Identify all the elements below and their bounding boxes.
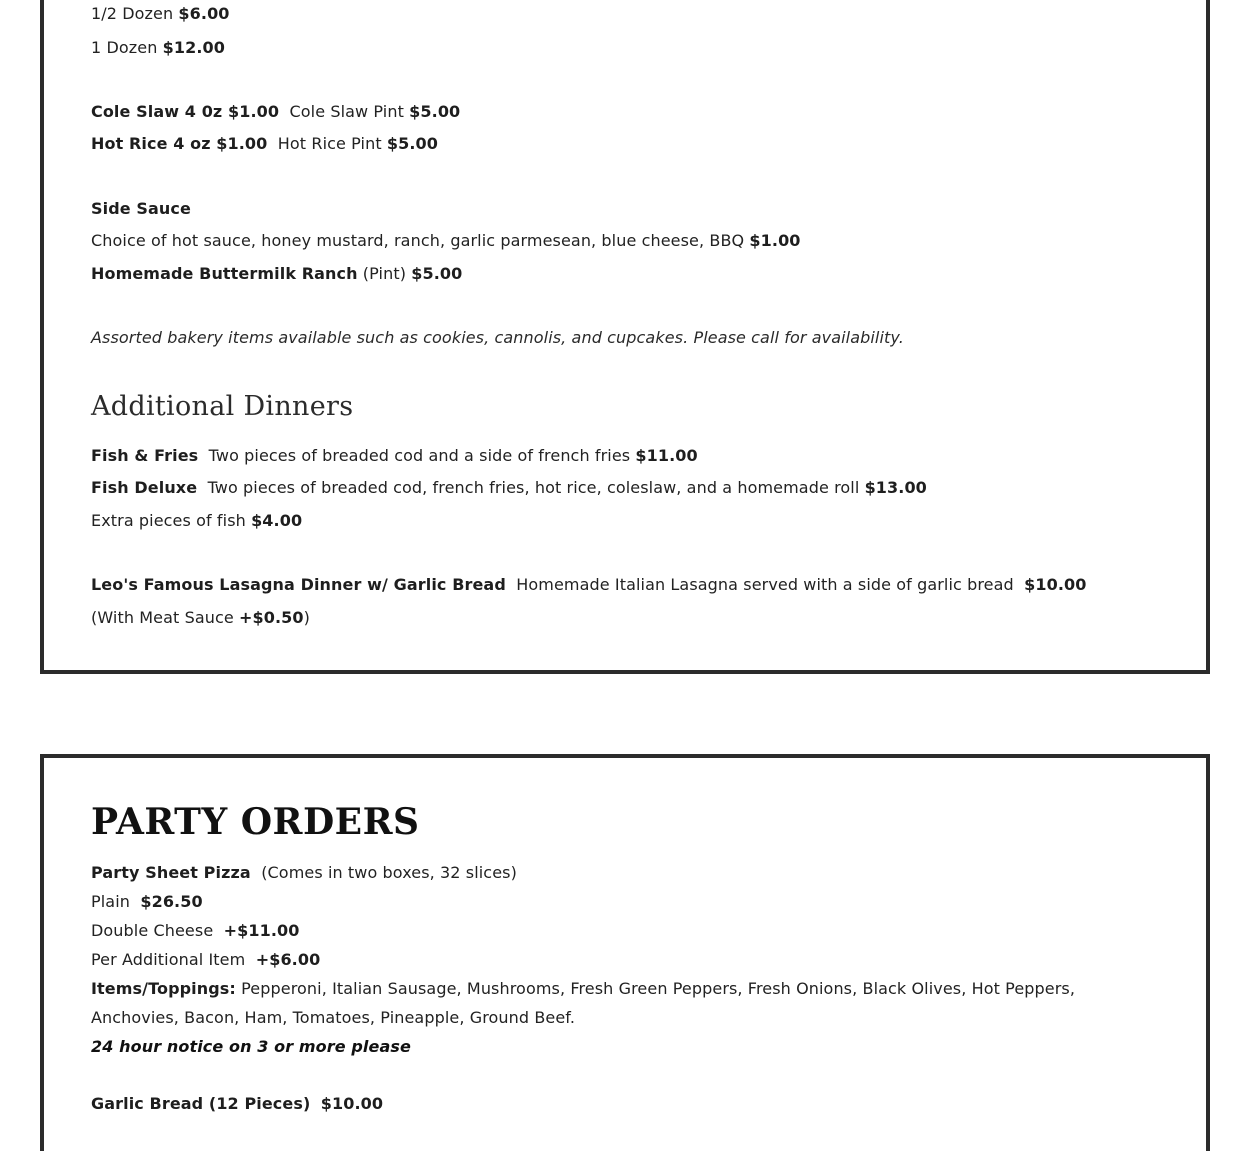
plain-row: Plain $26.50: [91, 892, 203, 911]
fish-deluxe-row: Fish Deluxe Two pieces of breaded cod, french fries, hot rice, coleslaw, and a homemade roll $13.00: [91, 478, 927, 497]
bakery-note: Assorted bakery items available such as cookies, cannolis, and cupcakes. Please call for availability.: [91, 328, 904, 347]
additional-dinners-heading: Additional Dinners: [91, 391, 354, 422]
meat-sauce-price: +$0.50: [239, 608, 304, 627]
hot-rice-small: Hot Rice 4 oz $1.00: [91, 134, 268, 153]
half-dozen-row: 1/2 Dozen $6.00: [91, 4, 230, 23]
additional-item-row: Per Additional Item +$6.00: [91, 950, 321, 969]
toppings-label: Items/Toppings:: [91, 979, 236, 998]
one-dozen-row: 1 Dozen $12.00: [91, 38, 225, 57]
hot-rice-row: Hot Rice 4 oz $1.00 Hot Rice Pint $5.00: [91, 134, 439, 153]
double-cheese-price: +$11.00: [223, 921, 300, 940]
side-sauce-price: $1.00: [749, 231, 801, 250]
hot-rice-pint-price: $5.00: [386, 134, 439, 153]
plain-price: $26.50: [140, 892, 203, 911]
ranch-price: $5.00: [411, 264, 463, 283]
notice-text: 24 hour notice on 3 or more please: [91, 1037, 411, 1056]
toppings-row-continued: Anchovies, Bacon, Ham, Tomatoes, Pineapple, Ground Beef.: [91, 1008, 576, 1027]
lasagna-price: $10.00: [1024, 575, 1087, 594]
fish-fries-row: Fish & Fries Two pieces of breaded cod and a side of french fries $11.00: [91, 446, 698, 465]
lasagna-row: Leo's Famous Lasagna Dinner w/ Garlic Bread Homemade Italian Lasagna served with a side of garlic bread $10.00: [91, 575, 1087, 594]
cole-slaw-pint-price: $5.00: [409, 102, 461, 121]
one-dozen-price: $12.00: [162, 38, 225, 57]
extra-fish-row: Extra pieces of fish $4.00: [91, 511, 303, 530]
fish-deluxe-name: Fish Deluxe: [91, 478, 198, 497]
party-orders-heading: PARTY ORDERS: [91, 801, 420, 843]
menu-section-party-orders: [40, 754, 1210, 1151]
ranch-row: Homemade Buttermilk Ranch (Pint) $5.00: [91, 264, 463, 283]
garlic-bread-label: Garlic Bread (12 Pieces): [91, 1094, 311, 1113]
garlic-bread-price: $10.00: [320, 1094, 384, 1113]
lasagna-meat-sauce-row: (With Meat Sauce +$0.50): [91, 608, 310, 627]
lasagna-name: Leo's Famous Lasagna Dinner w/ Garlic Bread: [91, 575, 506, 594]
side-sauce-choice-row: Choice of hot sauce, honey mustard, ranch, garlic parmesean, blue cheese, BBQ $1.00: [91, 231, 801, 250]
menu-section-sides: [40, 0, 1210, 674]
sheet-pizza-row: Party Sheet Pizza (Comes in two boxes, 32 slices): [91, 863, 517, 882]
fish-fries-price: $11.00: [635, 446, 698, 465]
double-cheese-row: Double Cheese +$11.00: [91, 921, 300, 940]
cole-slaw-small: Cole Slaw 4 0z $1.00: [91, 102, 280, 121]
cole-slaw-row: Cole Slaw 4 0z $1.00 Cole Slaw Pint $5.00: [91, 102, 461, 121]
side-sauce-title: Side Sauce: [91, 199, 191, 218]
fish-deluxe-price: $13.00: [864, 478, 927, 497]
toppings-row: Items/Toppings: Pepperoni, Italian Sausage, Mushrooms, Fresh Green Peppers, Fresh Onions, Black Olives, Hot Peppers,: [91, 979, 1076, 998]
sheet-pizza-name: Party Sheet Pizza: [91, 863, 251, 882]
fish-fries-name: Fish & Fries: [91, 446, 199, 465]
extra-fish-price: $4.00: [251, 511, 303, 530]
half-dozen-price: $6.00: [178, 4, 230, 23]
ranch-label: Homemade Buttermilk Ranch: [91, 264, 358, 283]
additional-item-price: +$6.00: [255, 950, 321, 969]
garlic-bread-row: [91, 1093, 383, 1115]
